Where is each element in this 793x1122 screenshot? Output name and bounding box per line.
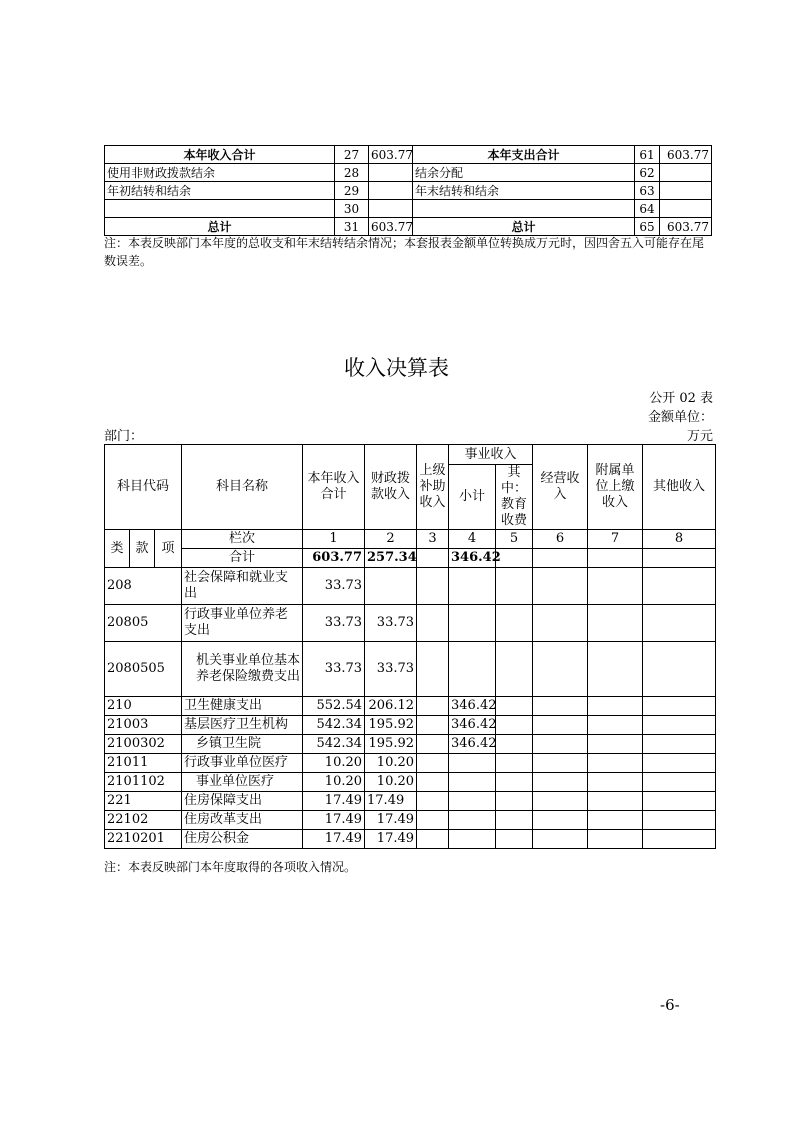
row-fiscal: 17.49 [365, 830, 417, 849]
header-affiliate: 附属单位上缴收入 [588, 445, 643, 530]
row-subtotal [449, 792, 496, 811]
header-code: 科目代码 [105, 445, 182, 530]
row-code: 221 [105, 792, 182, 811]
table-row [105, 164, 712, 182]
page-title: 收入决算表 [344, 356, 449, 380]
header-kuan: 款 [130, 530, 155, 568]
summary-left-value [369, 164, 413, 182]
row-name: 行政事业单位医疗 [182, 754, 303, 773]
row-code: 2100302 [105, 735, 182, 754]
row-fiscal: 33.73 [365, 642, 417, 697]
column-number: 5 [496, 530, 533, 549]
row-code: 2080505 [105, 642, 182, 697]
row-total: 33.73 [303, 568, 365, 605]
row-total: 10.20 [303, 773, 365, 792]
row-code: 208 [105, 568, 182, 605]
summary-left-no: 30 [335, 200, 369, 218]
header-name: 科目名称 [182, 445, 303, 530]
table-row [105, 773, 716, 792]
header-subtotal: 小计 [449, 465, 496, 530]
sum-row [105, 549, 716, 568]
table-row [105, 605, 716, 642]
row-name: 卫生健康支出 [182, 697, 303, 716]
row-code: 2101102 [105, 773, 182, 792]
table-row [105, 830, 716, 849]
income-table [104, 444, 716, 849]
row-subtotal: 346.42 [449, 716, 496, 735]
row-name: 住房改革支出 [182, 811, 303, 830]
row-subtotal [449, 811, 496, 830]
unit-value: 万元 [686, 429, 713, 444]
row-total: 17.49 [303, 830, 365, 849]
sum-fiscal: 257.34 [365, 549, 417, 568]
row-fiscal [365, 568, 417, 605]
summary-left-label: 使用非财政拨款结余 [105, 164, 335, 182]
column-number: 1 [303, 530, 365, 549]
column-number: 7 [588, 530, 643, 549]
row-name: 事业单位医疗 [182, 773, 303, 792]
header-other: 其他收入 [643, 445, 716, 530]
header-total: 本年收入合计 [303, 445, 365, 530]
row-code: 22102 [105, 811, 182, 830]
row-fiscal: 10.20 [365, 754, 417, 773]
row-subtotal [449, 605, 496, 642]
row-subtotal [449, 754, 496, 773]
department-label: 部门： [104, 429, 144, 444]
sum-total: 603.77 [303, 549, 365, 568]
column-label: 栏次 [182, 530, 303, 549]
row-fiscal: 17.49 [365, 811, 417, 830]
row-code: 20805 [105, 605, 182, 642]
row-name: 基层医疗卫生机构 [182, 716, 303, 735]
table-row [105, 716, 716, 735]
summary-table [104, 145, 712, 236]
row-total: 542.34 [303, 716, 365, 735]
summary-right-no: 65 [635, 218, 660, 236]
row-fiscal: 195.92 [365, 735, 417, 754]
summary-right-no: 63 [635, 182, 660, 200]
page-number: -6- [660, 996, 680, 1014]
sum-operating [533, 549, 588, 568]
summary-right-value [660, 200, 712, 218]
column-number: 4 [449, 530, 496, 549]
summary-right-value [660, 164, 712, 182]
row-total: 10.20 [303, 754, 365, 773]
summary-right-value: 603.77 [660, 146, 712, 164]
sum-edu [496, 549, 533, 568]
row-subtotal [449, 642, 496, 697]
header-fiscal: 财政拨款收入 [365, 445, 417, 530]
row-fiscal: 10.20 [365, 773, 417, 792]
row-subtotal: 346.42 [449, 697, 496, 716]
table-row [105, 146, 712, 164]
row-code: 2210201 [105, 830, 182, 849]
row-subtotal [449, 830, 496, 849]
summary-left-no: 29 [335, 182, 369, 200]
table-row [105, 642, 716, 697]
row-fiscal: 195.92 [365, 716, 417, 735]
summary-left-label: 本年收入合计 [105, 146, 335, 164]
header-operating: 经营收入 [533, 445, 588, 530]
row-fiscal: 17.49 [365, 792, 417, 811]
row-total: 33.73 [303, 642, 365, 697]
table-row [105, 200, 712, 218]
summary-left-value: 603.77 [369, 218, 413, 236]
row-subtotal [449, 773, 496, 792]
row-code: 210 [105, 697, 182, 716]
sum-subtotal: 346.42 [449, 549, 496, 568]
row-name: 机关事业单位基本养老保险缴费支出 [182, 642, 303, 697]
summary-right-label: 总计 [413, 218, 635, 236]
income-note: 注：本表反映部门本年度取得的各项收入情况。 [104, 860, 357, 874]
summary-right-no: 61 [635, 146, 660, 164]
sum-affiliate [588, 549, 643, 568]
summary-left-label [105, 200, 335, 218]
summary-right-no: 64 [635, 200, 660, 218]
sum-upper [417, 549, 449, 568]
table-row [105, 697, 716, 716]
header-xiang: 项 [155, 530, 182, 568]
table-row [105, 218, 712, 236]
summary-right-label: 结余分配 [413, 164, 635, 182]
column-number: 3 [417, 530, 449, 549]
summary-left-no: 31 [335, 218, 369, 236]
summary-right-label: 本年支出合计 [413, 146, 635, 164]
sum-label: 合计 [182, 549, 303, 568]
row-total: 33.73 [303, 605, 365, 642]
row-fiscal: 206.12 [365, 697, 417, 716]
row-fiscal: 33.73 [365, 605, 417, 642]
header-career: 事业收入 [449, 445, 533, 465]
column-number: 6 [533, 530, 588, 549]
header-lei: 类 [105, 530, 130, 568]
header-edu: 其中：教育收费 [496, 465, 533, 530]
summary-right-no: 62 [635, 164, 660, 182]
row-total: 552.54 [303, 697, 365, 716]
row-subtotal [449, 568, 496, 605]
summary-left-no: 27 [335, 146, 369, 164]
summary-left-no: 28 [335, 164, 369, 182]
table-row [105, 735, 716, 754]
summary-note: 注：本表反映部门本年度的总收支和年末结转结余情况；本套报表金额单位转换成万元时，因四舍五入可能存在尾数误差。 [104, 236, 705, 268]
summary-right-value: 603.77 [660, 218, 712, 236]
summary-left-value [369, 182, 413, 200]
row-name: 社会保障和就业支出 [182, 568, 303, 605]
summary-left-label: 年初结转和结余 [105, 182, 335, 200]
table-row [105, 182, 712, 200]
row-name: 行政事业单位养老支出 [182, 605, 303, 642]
row-code: 21003 [105, 716, 182, 735]
header-row [105, 445, 716, 465]
row-total: 17.49 [303, 811, 365, 830]
summary-right-label [413, 200, 635, 218]
sum-other [643, 549, 716, 568]
column-number: 2 [365, 530, 417, 549]
header-upper: 上级补助收入 [417, 445, 449, 530]
row-name: 乡镇卫生院 [182, 735, 303, 754]
row-name: 住房保障支出 [182, 792, 303, 811]
column-number-row [105, 530, 716, 549]
table-row [105, 811, 716, 830]
form-number: 公开 02 表 [649, 391, 713, 406]
table-row [105, 792, 716, 811]
row-total: 542.34 [303, 735, 365, 754]
row-total: 17.49 [303, 792, 365, 811]
summary-left-value [369, 200, 413, 218]
table-row [105, 568, 716, 605]
row-name: 住房公积金 [182, 830, 303, 849]
row-code: 21011 [105, 754, 182, 773]
summary-left-value: 603.77 [369, 146, 413, 164]
table-row [105, 754, 716, 773]
unit-label: 金额单位： [647, 410, 713, 425]
summary-right-label: 年末结转和结余 [413, 182, 635, 200]
summary-left-label: 总计 [105, 218, 335, 236]
summary-right-value [660, 182, 712, 200]
column-number: 8 [643, 530, 716, 549]
row-subtotal: 346.42 [449, 735, 496, 754]
